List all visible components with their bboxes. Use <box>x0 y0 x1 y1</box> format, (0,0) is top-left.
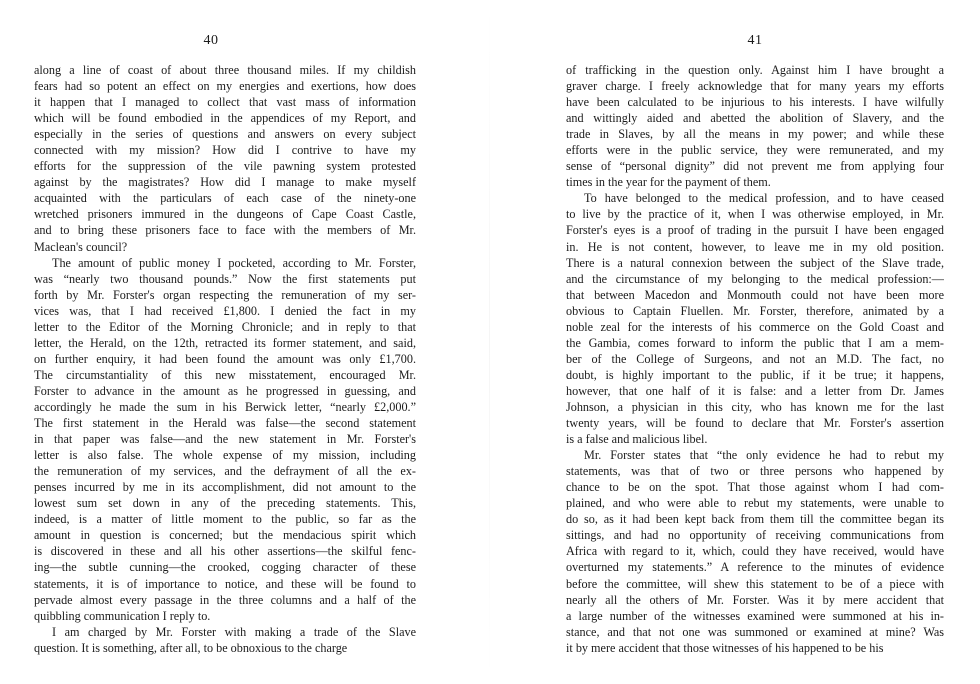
text-line: forth by Mr. Forster's organ respecting the remuneration of my ser- <box>34 287 416 302</box>
text-line: amount in question is concerned; but the mendacious spirit which <box>34 528 416 543</box>
right-page-text <box>566 62 944 656</box>
left-page <box>34 0 416 684</box>
text-line: ber of the College of Surgeons, and not an M.D. The fact, no <box>566 351 944 366</box>
text-line: chance to be on the spot. That those against whom I had com- <box>566 480 944 495</box>
page-number-left: 40 <box>203 33 219 48</box>
text-line: twenty years, will be found to declare that Mr. Forster's assertion <box>566 416 944 431</box>
text-line: graver charge. I freely acknowledge that for many years my efforts <box>566 79 944 94</box>
text-line: is a false and malicious libel. <box>566 432 708 447</box>
text-line: the remuneration of my services, and the defrayment of all the ex- <box>34 464 416 479</box>
text-line: letter is also false. The whole expense of my mission, including <box>34 448 416 463</box>
text-line: Maclean's council? <box>34 239 128 254</box>
text-line: of trafficking in the question only. Against him I have brought a <box>566 63 944 77</box>
text-line: The amount of public money I pocketed, according to Mr. Forster, <box>52 255 416 270</box>
text-line: Johnson, a physician in this city, who has known me for the last <box>566 399 944 414</box>
text-line: in. He is not content, however, to leave me in my old position. <box>566 239 944 254</box>
right-page <box>566 0 944 684</box>
text-line: that between Macedon and Monmouth could not have been more <box>566 287 944 302</box>
text-line: was “nearly two thousand pounds.” Now the first statements put <box>34 271 416 286</box>
text-line: acquainted with the particulars of each case of the ninety-one <box>34 191 416 206</box>
text-line: along a line of coast of about three thousand miles. If my childish <box>34 63 416 77</box>
text-line: letter, the Herald, on the 12th, retracted its former statement, and said, <box>34 335 416 350</box>
page-number-right: 41 <box>747 33 763 48</box>
text-line: which will be found embodied in the appendices of my Report, and <box>34 111 416 126</box>
text-line: trade in Slaves, by all the means in my power; and while these <box>566 127 944 142</box>
text-line: a large number of the witnesses examined were summoned at his in- <box>566 608 944 623</box>
text-line: ing—the subtle cunning—the crooked, cogging character of these <box>34 560 416 575</box>
text-line: before the committee, will shew this statement to be of a piece with <box>566 576 944 591</box>
text-line: to live by the practice of it, when I was otherwise employed, in Mr. <box>566 207 944 222</box>
text-line: it by mere accident that those witnesses of his happened to be his <box>566 640 884 655</box>
text-line: on further enquiry, it had been found the amount was only £1,700. <box>34 351 416 366</box>
text-line: have been calculated to be injurious to his interests. I have wilfully <box>566 95 944 110</box>
text-line: however, that one half of it is false: and a letter from Dr. James <box>566 383 944 398</box>
text-line: question. It is something, after all, to be obnoxious to the charge <box>34 640 348 655</box>
text-line: There is a natural connexion between the subject of the Slave trade, <box>566 255 944 270</box>
text-line: efforts for the suppression of the vile pawning system protested <box>34 159 416 174</box>
text-line: efforts were in the public service, they were remunerated, and my <box>566 143 944 158</box>
left-page-text <box>34 62 416 656</box>
text-line: pervade almost every passage in the three columns and a half of the <box>34 592 416 607</box>
text-line: statements, was that of two or three persons who happened by <box>566 464 944 479</box>
text-line: lowest sum set down in any of the preceding statements. This, <box>34 496 416 511</box>
text-line: Mr. Forster states that “the only evidence he had to rebut my <box>584 448 944 463</box>
text-line: quibbling communication I reply to. <box>34 608 211 623</box>
text-line: and the circumstance of my belonging to the medical profession:— <box>566 271 944 286</box>
text-line: overturned my statements.” A reference to the minutes of evidence <box>566 560 944 575</box>
text-line: doubt, is highly important to the public, if it be true; it happens, <box>566 367 944 382</box>
text-line: letter to the Editor of the Morning Chronicle; and in reply to that <box>34 319 416 334</box>
text-line: connected with my mission? How did I contrive to have my <box>34 143 416 158</box>
text-line: The circumstantiality of this new misstatement, encouraged Mr. <box>34 367 416 382</box>
text-line: obvious to Captain Fluellen. Mr. Forster, therefore, animated by a <box>566 303 944 318</box>
text-line: especially in the series of questions and answers on every subject <box>34 127 416 142</box>
book-gutter <box>489 0 490 684</box>
text-line: Forster to advance in the amount as he progressed in guessing, and <box>34 383 416 398</box>
text-line: in that paper was false—and the new statement in Mr. Forster's <box>34 432 416 447</box>
text-line: I am charged by Mr. Forster with making a trade of the Slave <box>52 624 416 639</box>
text-line: is discovered in these and all his other assertions—the skilful fenc- <box>34 544 416 559</box>
text-line: and to bring these prisoners face to face with the members of Mr. <box>34 223 416 238</box>
text-line: penses incurred by me in its accomplishment, did not amount to the <box>34 480 416 495</box>
text-line: accordingly he made the sum in his Berwick letter, “nearly £2,000.” <box>34 399 416 414</box>
text-line: sittings, and had no opportunity of receiving communications from <box>566 528 944 543</box>
text-line: do so, as it had been kept back from them till the committee began its <box>566 512 944 527</box>
text-line: Forster's eyes is a proof of trading in the pursuit I have been engaged <box>566 223 944 238</box>
text-line: vices was, that I had received £1,800. I denied the fact in my <box>34 303 416 318</box>
text-line: stance, and that not one was summoned or examined at mine? Was <box>566 624 944 639</box>
text-line: To have belonged to the medical profession, and to have ceased <box>584 191 944 206</box>
text-line: sense of “personal dignity” did not prevent me from applying four <box>566 159 944 174</box>
text-line: the Gambia, comes forward to inform the public that I am a mem- <box>566 335 944 350</box>
text-line: wretched prisoners immured in the dungeons of Cape Coast Castle, <box>34 207 416 222</box>
text-line: times in the year for the payment of them. <box>566 175 771 190</box>
text-line: and wittingly aided and abetted the abolition of Slavery, and the <box>566 111 944 126</box>
text-line: statements, it is of importance to notice, and these will be found to <box>34 576 416 591</box>
text-line: plained, and who were able to rebut my statements, were unable to <box>566 496 944 511</box>
text-line: against by the magistrates? How did I manage to make myself <box>34 175 416 190</box>
text-line: nearly all the others of Mr. Forster. Was it by mere accident that <box>566 592 944 607</box>
text-line: The first statement in the Herald was false—the second statement <box>34 416 416 431</box>
text-line: Africa with regard to it, which, could they have received, would have <box>566 544 944 559</box>
text-line: fears had so potent an effect on my energies and exertions, how does <box>34 79 416 94</box>
text-line: it happen that I managed to collect that vast mass of information <box>34 95 416 110</box>
text-line: indeed, is a matter of little moment to the public, so far as the <box>34 512 416 527</box>
text-line: noble zeal for the interests of his commerce on the Gold Coast and <box>566 319 944 334</box>
